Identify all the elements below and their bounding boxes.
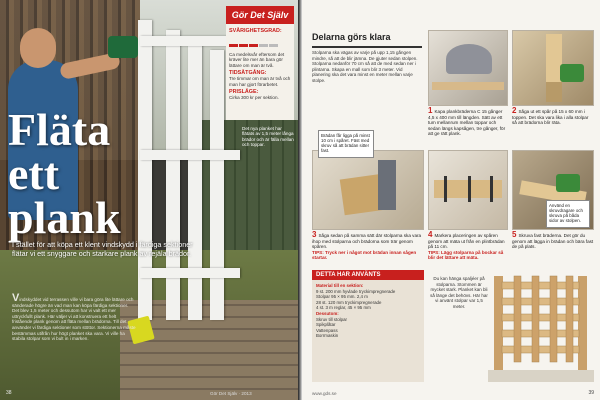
fence-board: [188, 40, 202, 320]
info-box: [226, 24, 294, 120]
fence-rail: [140, 36, 240, 46]
section-title: Delarna görs klara: [312, 32, 422, 48]
materials-line: Vattenpass: [316, 327, 338, 333]
photo-step-2: [512, 30, 594, 106]
step-tip: TIPS: Tryck ner i något mot brädan innan sågen startar.: [312, 249, 417, 261]
price-heading: PRISLÄGE:: [229, 89, 259, 96]
article-title: [8, 104, 121, 243]
step-text: Skruva fast bräderna. Det gör du genom att lägga in brädan och bära fast de på plats.: [512, 233, 594, 250]
step-2: [512, 108, 594, 126]
callout-box: Använd en skruvdragare och skruva på båda sidor av stolpen.: [546, 200, 590, 228]
finished-fence-illustration: [488, 262, 594, 382]
step-5: [512, 232, 594, 250]
title-line: plank: [8, 192, 121, 243]
fence-board: [210, 50, 224, 320]
materials-subheading: Material till en sektion:: [316, 283, 364, 288]
article-ingress: I stället för att köpa ett klent vindskydd i färdiga sektioner flätar vi ett snyggare och starkare plank av rejäla brädor.: [12, 240, 193, 258]
section-intro: Stolparna ska vägas av varje på upp 1,15 gången mindre, så att de blir jämna. De gjuter sedan stolpen. Stolparna nedanför 70 cm så att de med sedan ner i plintarna. Skapa en mall som blir 3 meter. Vid planering ska det vara minst en meter mellan varje stolpe.: [312, 50, 418, 83]
photo-step-3: [312, 150, 424, 230]
photo-caption: Det nya planket har flätats av 1,5 meter långa brädor och är fälla mellan och toppar.: [242, 126, 294, 148]
materials-line: 28 st. 120 mm tryckimpregnerade: [316, 299, 382, 305]
step-number: 4: [428, 230, 433, 239]
difficulty-text: Ca medelsvår eftersom det kräver lite mer än bara gör lättare om man är två.: [229, 52, 285, 68]
step-text: Markera placeringen av spåren genom att mäta ut från en plintbrädan på 11 cm.: [428, 233, 505, 250]
step-tip: TIPS: Lägg stolparna på bockar så blir det lättare att mäta.: [428, 249, 504, 261]
page-number: 39: [588, 390, 594, 396]
materials-line: Stolpar 95 × 95 mm. 2,4 m: [316, 294, 368, 300]
materials-line: Spikplåtar: [316, 322, 336, 328]
page-url: www.gds.se: [312, 391, 337, 396]
step-3: [312, 232, 424, 261]
step-number: 2: [512, 106, 517, 115]
step-4: [428, 232, 508, 261]
materials-body: [312, 280, 424, 342]
time-heading: TIDSÅTGÅNG:: [229, 70, 267, 77]
title-line: ett: [8, 148, 60, 199]
step-number: 5: [512, 230, 517, 239]
time-text: Tre timmar om man är två och man har gjort förarbetet.: [229, 76, 291, 87]
page-number: 38: [6, 390, 12, 396]
materials-line: Skruv till stolpar: [316, 316, 347, 322]
fence-rail: [140, 268, 240, 278]
left-page: [0, 0, 298, 400]
fence-rail: [140, 150, 240, 160]
difficulty-heading: SVÅRIGHETSGRAD:: [229, 28, 282, 34]
photo-man-head: [20, 28, 56, 68]
side-note: Du kan hänga spaljéer på stolparna. Stommen är mycket stark. Planket kan bli så länge det behövs. Här har vi använt stolpar var 1,5 meter.: [430, 276, 488, 309]
brand-label: Gör Det Själv: [226, 6, 294, 24]
right-page: [302, 0, 600, 400]
page-footer: Gör Det Själv · 2013: [210, 391, 252, 396]
callout-box: Brädan får ligga på minst 10 cm i spåret. Fäst med skruv så att brädan sitter fast.: [318, 130, 374, 158]
materials-box: [312, 270, 424, 382]
materials-line: 9 st. 200 mm hyvlade tryckimpregnerade: [316, 288, 396, 294]
drill-icon: [108, 36, 138, 58]
difficulty-meter: [229, 34, 291, 52]
step-text: Såga sedan på samma sätt där stolparna ska vara ihop med stolparna och brädorna som trär genom spåren.: [312, 233, 422, 250]
article-body: Vindskyddet vid terrassen ville vi bara göra lite lättare och sänderade högre än vad man kan köpa färdiga sektioner. Det blev 1,5 meter och dessutom har vi valt ett mer uttryckfullt plank. Här väljer vi att konstruera ett helt fristående plank genom att fläta mellan brädorna. Till det använder vi färdiga sektioner som stöttor. Sektionerna måste bestämmas utifrån hur högt planket ska vara. Vi ville ha stabila stolpar som vi bult in i marken.: [12, 292, 136, 342]
title-line: Fläta: [8, 104, 111, 155]
materials-line: 4 st. 3 m reglar, 45 × 95 mm: [316, 305, 371, 311]
step-text: Såga ut ett spår på 15 x 60 mm i toppen. Det ska vara lika i alla stolpar så att brädorna blir räta.: [512, 109, 589, 126]
step-text: Kapa plankbräderna C 15 gånger 4,5 x 400 mm till längden. Sätt av ett tum mellanrum mellan toppar och sedan längs kapsågen, tre gånger, för att ge rätt plank.: [428, 109, 506, 137]
materials-line: Borrmaskin: [316, 333, 339, 339]
materials-title: DETTA HAR ANVÄNTS: [312, 270, 424, 280]
materials-subheading: Dessutom:: [316, 310, 339, 316]
step-1: [428, 108, 508, 137]
photo-step-4: [428, 150, 508, 230]
price-text: Cirka 300 kr per sektion.: [229, 95, 279, 101]
step-number: 3: [312, 230, 317, 239]
photo-step-1: [428, 30, 508, 106]
step-number: 1: [428, 106, 433, 115]
